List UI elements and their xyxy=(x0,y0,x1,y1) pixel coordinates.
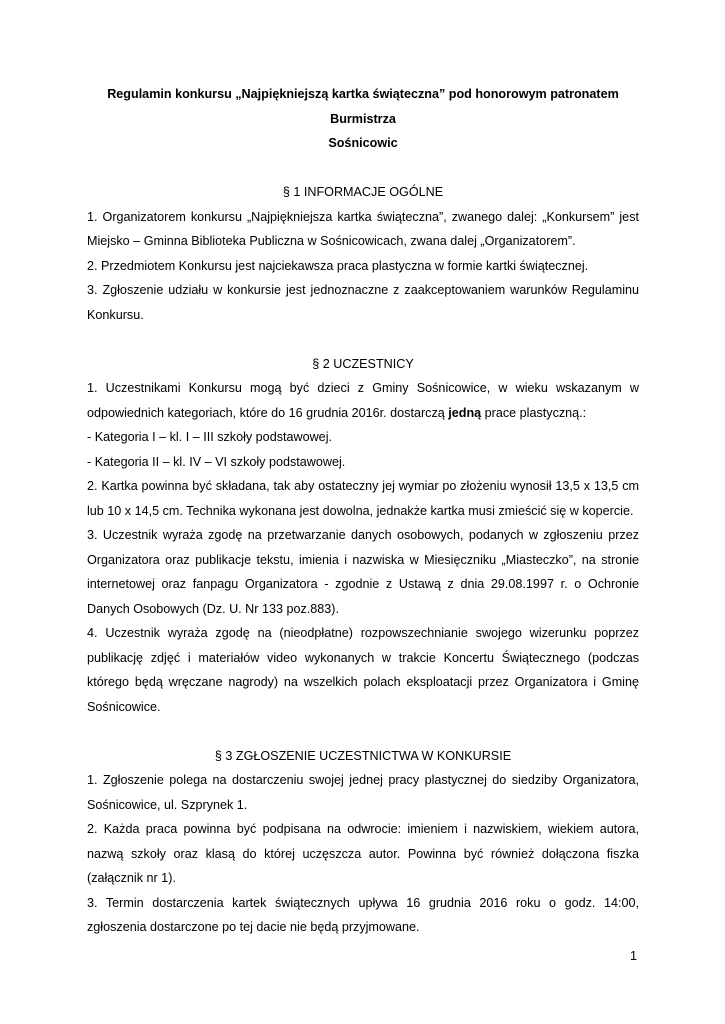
document-title xyxy=(87,82,639,156)
section-1-heading: § 1 INFORMACJE OGÓLNE xyxy=(282,185,444,199)
section-2-p1-text: 1. Uczestnikami Konkursu mogą być dzieci z Gminy Sośnicowice, w wieku wskazanym w odpowiednich kategoriach, które do 16 grudnia 2016r. dostarczą xyxy=(87,381,639,420)
section-3-paragraph-1: 1. Zgłoszenie polega na dostarczeniu swojej jednej pracy plastycznej do siedziby Organizatora, Sośnicowice, ul. Szprynek 1. xyxy=(87,773,639,812)
section-2-paragraph-4: 4. Uczestnik wyraża zgodę na (nieodpłatne) rozpowszechnianie swojego wizerunku poprzez publikację zdjęć i materiałów video wykonanych w trakcie Koncertu Świątecznego (podczas którego będą wręczane nagrody) na wszelkich polach eksploatacji przez Organizatora i Gminę Sośnicowice. xyxy=(87,626,639,714)
category-1: - Kategoria I – kl. I – III szkoły podstawowej. xyxy=(87,430,332,444)
section-3-paragraph-2: 2. Każda praca powinna być podpisana na odwrocie: imieniem i nazwiskiem, wiekiem autora, nazwą szkoły oraz klasą do której uczęszcza autor. Powinna być również dołączona fiszka (załącznik nr 1). xyxy=(87,822,639,885)
document-content xyxy=(87,82,639,940)
title-line-1: Regulamin konkursu „Najpiękniejszą kartka świąteczna” pod honorowym patronatem Burmistrza xyxy=(107,87,619,126)
section-3-heading: § 3 ZGŁOSZENIE UCZESTNICTWA W KONKURSIE xyxy=(214,748,512,763)
section-2-heading: § 2 UCZESTNICY xyxy=(312,356,414,371)
section-3-paragraph-3: 3. Termin dostarczenia kartek świątecznych upływa 16 grudnia 2016 roku o godz. 14:00, zgłoszenia dostarczone po tej dacie nie będą przyjmowane. xyxy=(87,895,639,934)
section-2-paragraph-1 xyxy=(87,376,639,425)
section-2-paragraph-2: 2. Kartka powinna być składana, tak aby ostateczny jej wymiar po złożeniu wynosił 13,5 x 13,5 cm lub 10 x 14,5 cm. Technika wykonana jest dowolna, jednakże kartka musi zmieścić się w kopercie. xyxy=(87,479,639,518)
section-2-p1-bold: jedną xyxy=(448,405,482,420)
category-2: - Kategoria II – kl. IV – VI szkoły podstawowej. xyxy=(87,454,346,469)
section-2-p1-end: prace plastyczną.: xyxy=(481,405,587,420)
section-1-paragraph-3: 3. Zgłoszenie udziału w konkursie jest jednoznaczne z zaakceptowaniem warunków Regulaminu Konkursu. xyxy=(87,283,639,322)
title-line-2: Sośnicowic xyxy=(328,136,398,150)
section-1-paragraph-2: 2. Przedmiotem Konkursu jest najciekawsza praca plastyczna w formie kartki świątecznej. xyxy=(87,258,589,273)
page-number: 1 xyxy=(629,949,637,963)
section-1-paragraph-1: 1. Organizatorem konkursu „Najpiękniejsza kartka świąteczna”, zwanego dalej: „Konkursem” jest Miejsko – Gminna Biblioteka Publiczna w Sośnicowicach, zwana dalej „Organizatorem”. xyxy=(87,209,639,248)
section-2-paragraph-3: 3. Uczestnik wyraża zgodę na przetwarzanie danych osobowych, podanych w zgłoszeniu przez Organizatora oraz publikacje tekstu, imienia i nazwiska w Miesięczniku „Miasteczko”, na stronie internetowej oraz fanpagu Organizatora - zgodnie z Ustawą z dnia 29.08.1997 r. o Ochronie Danych Osobowych (Dz. U. Nr 133 poz.883). xyxy=(87,528,639,616)
